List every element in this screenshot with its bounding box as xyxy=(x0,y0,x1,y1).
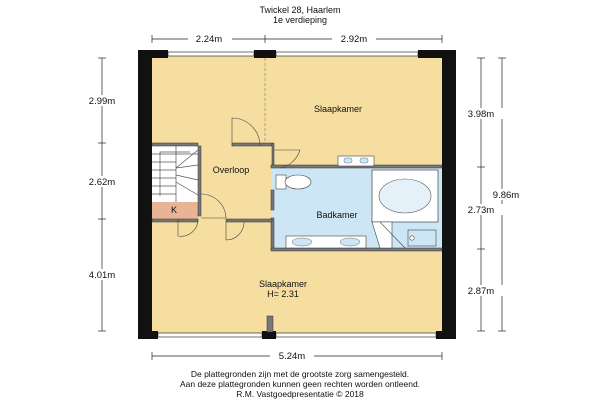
dim-bottom: 5.24m xyxy=(278,351,306,362)
room-height-slaapkamer-bottom: H= 2.31 xyxy=(267,289,299,299)
dim-top-left: 2.24m xyxy=(195,34,223,45)
plan-subtitle: 1e verdieping xyxy=(272,15,328,25)
room-label-badkamer: Badkamer xyxy=(316,210,358,220)
dim-right-total: 9.86m xyxy=(492,190,520,201)
room-label-slaapkamer-top: Slaapkamer xyxy=(313,104,363,114)
dim-right-1: 3.98m xyxy=(467,109,495,120)
stair-area xyxy=(152,146,198,202)
footer-line-3: R.M. Vastgoedpresentatie © 2018 xyxy=(236,389,364,399)
toilet xyxy=(276,175,311,189)
plan-title: Twickel 28, Haarlem xyxy=(259,5,341,15)
dim-left-2: 2.62m xyxy=(88,177,116,188)
dim-top-right: 2.92m xyxy=(340,34,368,45)
footer-line-1: De plattegronden zijn met de grootste zorg samengesteld. xyxy=(190,369,410,379)
sinks-top xyxy=(338,156,374,166)
sinks-bathroom xyxy=(286,236,366,248)
footer-line-2: Aan deze plattegronden kunnen geen rechten worden ontleend. xyxy=(179,379,421,389)
bathtub xyxy=(372,170,438,222)
room-label-slaapkamer-bottom: Slaapkamer xyxy=(258,279,308,289)
dim-right-2: 2.73m xyxy=(467,205,495,216)
dim-left-1: 2.99m xyxy=(88,96,116,107)
dim-right-3: 2.87m xyxy=(467,286,495,297)
room-label-k: K xyxy=(170,205,178,215)
room-label-overloop: Overloop xyxy=(212,165,250,175)
dim-left-3: 4.01m xyxy=(88,270,116,281)
